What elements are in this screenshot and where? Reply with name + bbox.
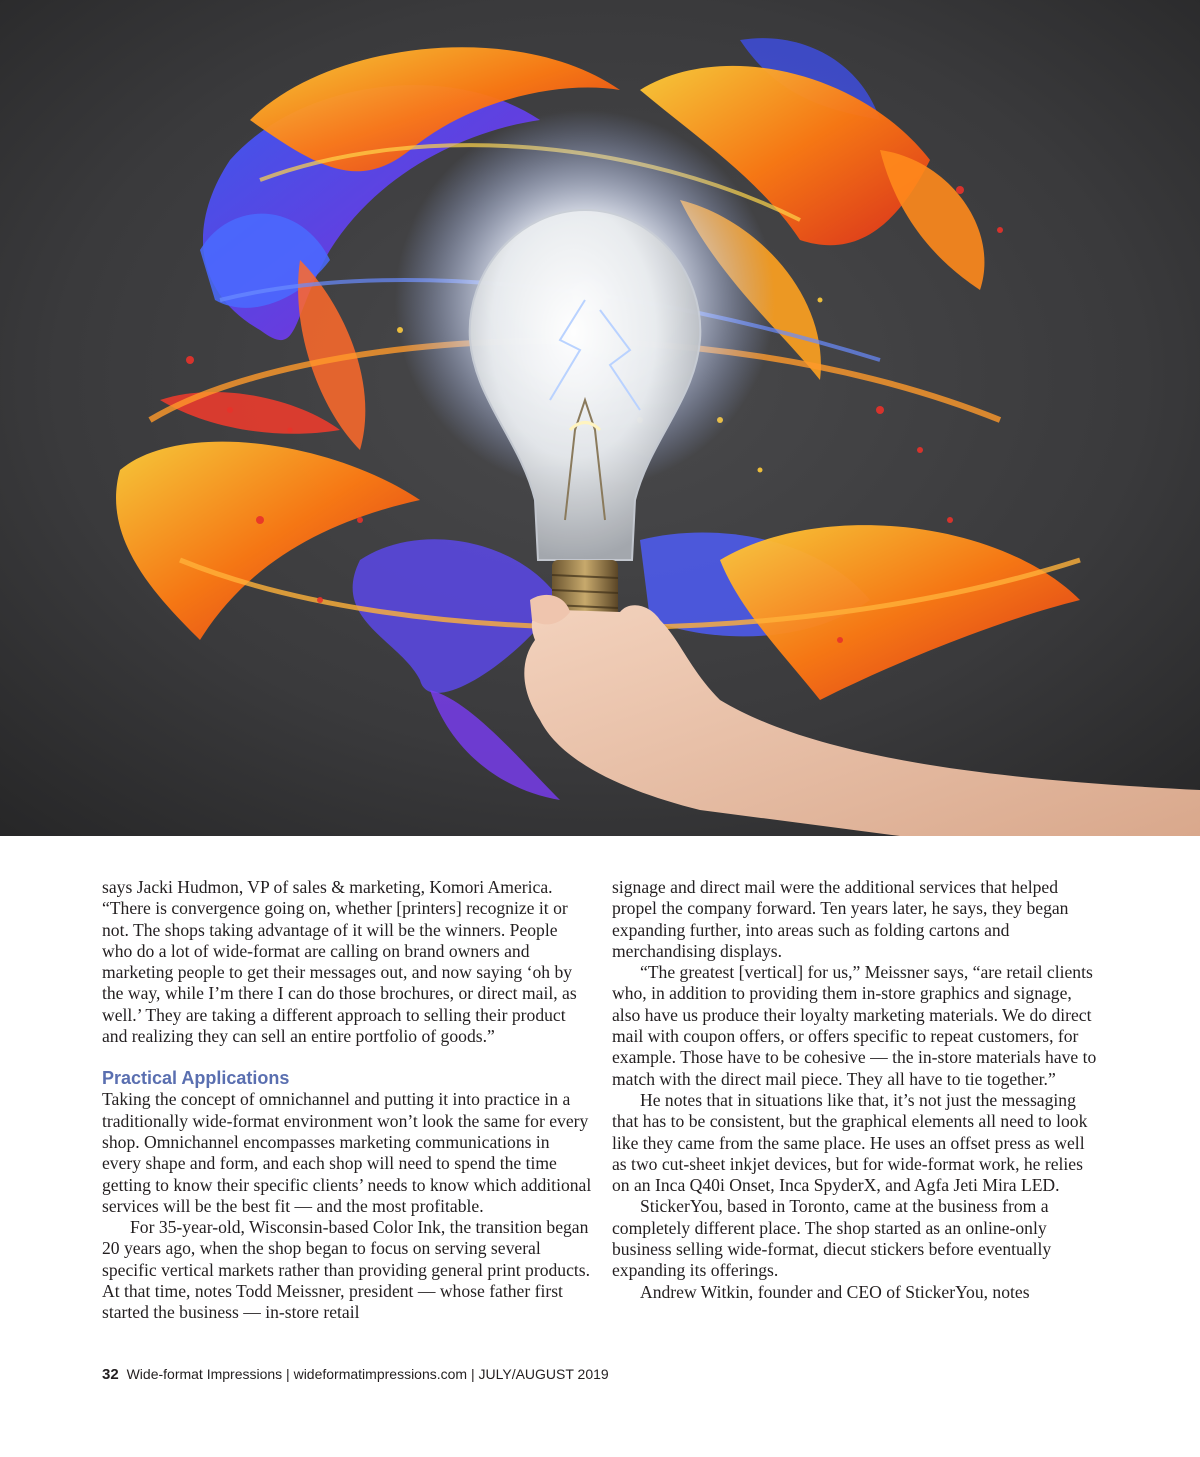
article-right-column [612, 877, 1102, 1303]
subhead: Practical Applications [102, 1068, 290, 1089]
article-paragraph: For 35-year-old, Wisconsin-based Color Ink, the transition began 20 years ago, when the shop began to focus on serving several specific vertical markets rather than providing general print products. At that time, notes Todd Meissner, president — whose father first started the business — in-store retail [102, 1217, 591, 1323]
article-paragraph: Andrew Witkin, founder and CEO of StickerYou, notes [640, 1281, 1030, 1302]
article-paragraph: StickerYou, based in Toronto, came at the business from a completely different place. The shop started as an online-only business selling wide-format, diecut stickers before eventually expanding its offerings. [612, 1196, 1052, 1281]
article-paragraph: says Jacki Hudmon, VP of sales & marketing, Komori America. “There is convergence going on, whether [printers] recognize it or not. The shops taking advantage of it will be the winners. People who do a lot of wide-format are calling on brand owners and marketing people to get their messages out, and now saying ‘oh by the way, while I’m there I can do those brochures, or direct mail, as well.’ They are taking a different approach to selling their product and realizing they can sell an entire portfolio of goods.” [102, 877, 577, 1047]
article-paragraph: “The greatest [vertical] for us,” Meissner says, “are retail clients who, in addition to providing them in-store graphics and signage, also have us produce their loyalty marketing materials. We do direct mail with coupon offers, or offers specific to repeat customers, for example. Those have to be cohesive — the in-store materials have to match with the direct mail piece. They all have to tie together.” [612, 962, 1097, 1089]
article-paragraph: signage and direct mail were the additional services that helped propel the company forward. Ten years later, he says, they began expanding further, into areas such as folding cartons and merchandising displays. [612, 877, 1069, 961]
article-paragraph: Taking the concept of omnichannel and putting it into practice in a traditionally wide-format environment won’t look the same for every shop. Omnichannel encompasses marketing communications in every shape and form, and each shop will need to spend the time getting to know their specific clients’ needs to know which additional services will be the best fit — and the most profitable. [102, 1089, 592, 1216]
footer-text: Wide-format Impressions | wideformatimpressions.com | JULY/AUGUST 2019 [126, 1366, 609, 1382]
article-left-column [102, 877, 592, 1324]
article-paragraph: He notes that in situations like that, it’s not just the messaging that has to be consistent, but the graphical elements all need to look like they came from the same place. He uses an offset press as well as two cut-sheet inkjet devices, but for wide-format work, he relies on an Inca Q40i Onset, Inca SpyderX, and Agfa Jeti Mira LED. [612, 1089, 1088, 1196]
page-footer [102, 1366, 609, 1383]
page-number: 32 [102, 1366, 119, 1383]
